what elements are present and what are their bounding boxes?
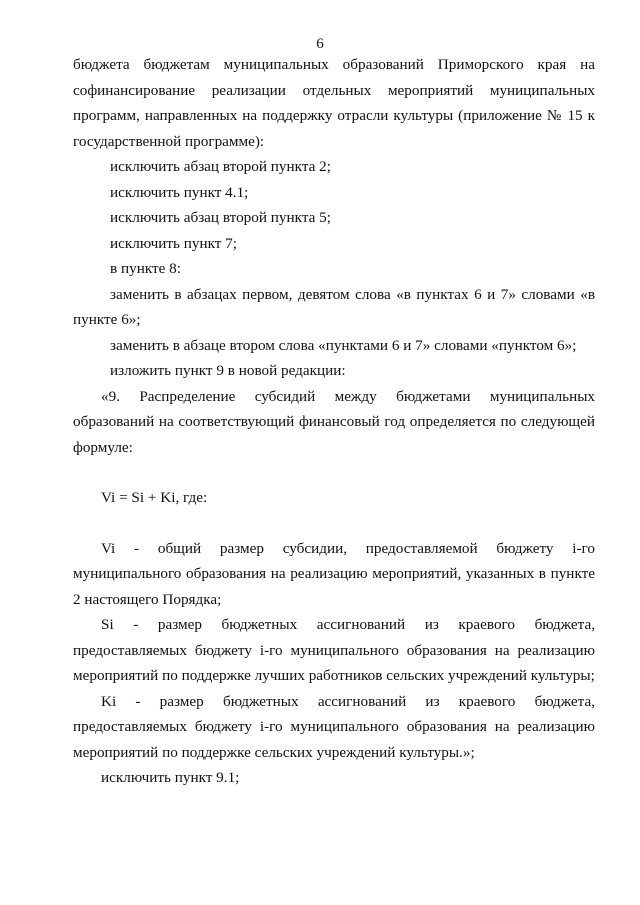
paragraph: исключить пункт 7;: [110, 234, 237, 252]
paragraph: заменить в абзацах первом, девятом слова «в пунктах 6 и 7» словами «в пункте 6»;: [73, 285, 595, 328]
paragraph: «9. Распределение субсидий между бюджетами муниципальных образований на соответствующий финансовый год определяется по следующей формуле:: [73, 387, 595, 456]
paragraph: исключить пункт 9.1;: [101, 769, 240, 786]
paragraph: Vi - общий размер субсидии, предоставляемой бюджету i-го муниципального образования на реализацию мероприятий, указанных в пункте 2 настоящего Порядка;: [73, 539, 595, 608]
paragraph: изложить пункт 9 в новой редакции:: [110, 362, 346, 379]
paragraph: исключить абзац второй пункта 5;: [110, 209, 331, 226]
paragraph: бюджета бюджетам муниципальных образований Приморского края на софинансирование реализации отдельных мероприятий муниципальных программ, направленных на поддержку отрасли культуры (приложение № 15 к государственной программе):: [73, 56, 595, 150]
paragraph: Si - размер бюджетных ассигнований из краевого бюджета, предоставляемых бюджету i-го муниципального образования на реализацию мероприятий по поддержке лучших работников сельских учреждений культуры;: [73, 616, 595, 684]
paragraph: в пункте 8:: [110, 260, 181, 277]
formula: Vi = Si + Ki, где:: [101, 489, 208, 506]
document-body: [73, 52, 595, 791]
page-number: 6: [316, 36, 324, 52]
paragraph: Ki - размер бюджетных ассигнований из краевого бюджета, предоставляемых бюджету i-го муниципального образования на реализацию мероприятий по поддержке сельских учреждений культуры.»;: [73, 692, 595, 761]
paragraph: исключить пункт 4.1;: [110, 183, 249, 201]
paragraph: исключить абзац второй пункта 2;: [110, 158, 331, 175]
paragraph: заменить в абзаце втором слова «пунктами 6 и 7» словами «пунктом 6»;: [110, 336, 577, 354]
